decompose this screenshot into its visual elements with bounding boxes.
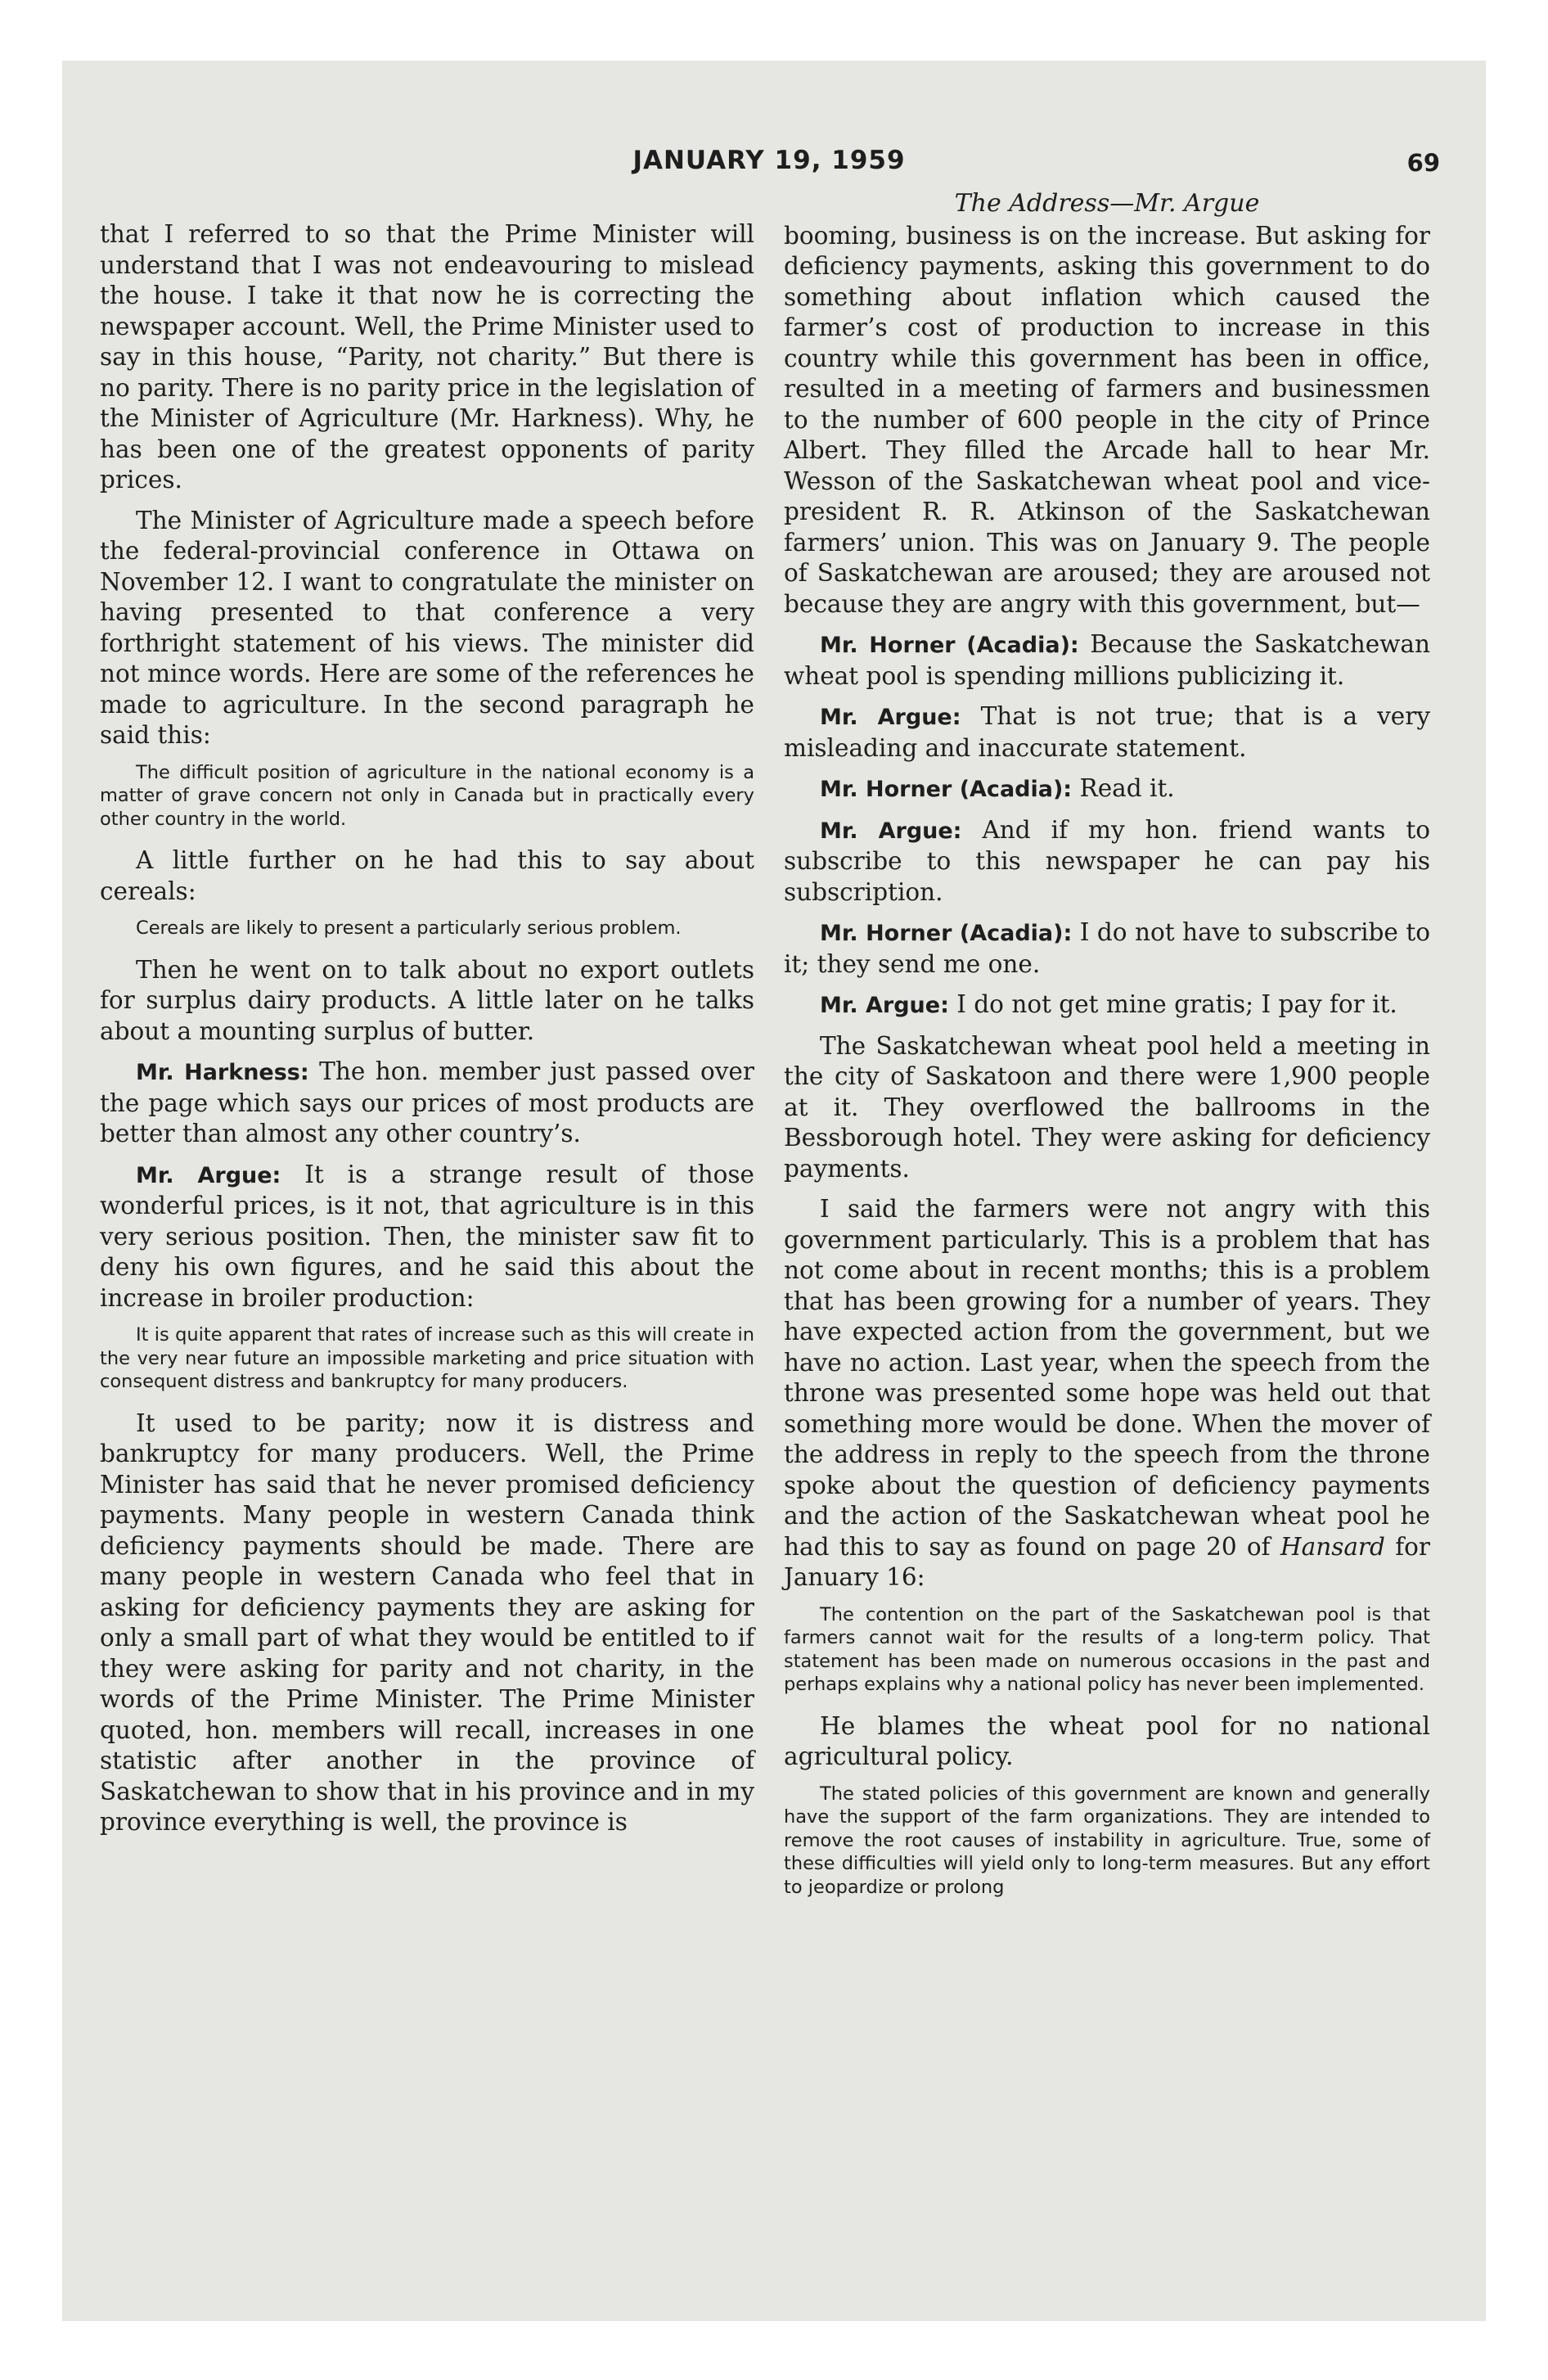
speech-text: The hon. member just passed over the page which says our prices of most products are better than almost any other country’s. xyxy=(100,1057,754,1147)
paragraph: that I referred to so that the Prime Minister will understand that I was not endeavouring to mislead the house. I take it that now he is correcting the newspaper account. Well, the Prime Minister used to say in this house, “Parity, not charity.” But there is no parity. There is no parity price in the legislation of the Minister of Agriculture (Mr. Harkness). Why, he has been one of the greatest opponents of parity prices. xyxy=(100,220,754,494)
quotation: Cereals are likely to present a particularly serious problem. xyxy=(136,917,682,939)
quotation: The difficult position of agriculture in the national economy is a matter of grave concern not only in Canada but in practically every other country in the world. xyxy=(100,761,754,830)
speech-paragraph xyxy=(784,815,1430,908)
speech-text: Read it. xyxy=(1079,774,1175,802)
speaker-name: Mr. Argue: xyxy=(136,1162,281,1188)
speech-paragraph xyxy=(784,773,1430,805)
paragraph: The Minister of Agriculture made a speech before the federal-provincial conference in Ottawa on November 12. I want to congratulate the minister on having presented to that conference a very forthright statement of his views. The minister did not mince words. Here are some of the references he made to agriculture. In the second paragraph he said this: xyxy=(100,506,754,749)
paragraph-text: I said the farmers were not angry with this government particularly. This is a problem that has not come about in recent months; this is a problem that has been growing for a number of years. They have expected action from the government, but we have no action. Last year, when the speech from the throne was presented some hope was held out that something more would be done. When the mover of the address in reply to the speech from the throne spoke about the question of deficiency payments and the action of the Saskatchewan wheat pool he had this to say as found on page 20 of xyxy=(784,1195,1430,1561)
paragraph: Then he went on to talk about no export outlets for surplus dairy products. A little later on he talks about a mounting surplus of butter. xyxy=(100,955,754,1045)
speech-paragraph xyxy=(784,701,1430,764)
page-header xyxy=(98,146,1440,187)
speaker-name: Mr. Horner (Acadia): xyxy=(820,921,1073,946)
speech-paragraph xyxy=(784,917,1430,980)
speaker-name: Mr. Argue: xyxy=(820,993,949,1018)
speech-text: I do not get mine gratis; I pay for it. xyxy=(956,990,1397,1018)
running-head: The Address—Mr. Argue xyxy=(954,189,1260,218)
paragraph xyxy=(784,1194,1430,1593)
quotation: The contention on the part of the Saskatchewan pool is that farmers cannot wait for the results of a long-term policy. That statement has been made on numerous occasions in the past and perhaps explains why a national policy has never been implemented. xyxy=(784,1603,1430,1695)
paragraph-text: for January 16: xyxy=(784,1532,1430,1591)
speaker-name: Mr. Horner (Acadia): xyxy=(820,777,1073,802)
quotation: It is quite apparent that rates of increase such as this will create in the very near future an impossible marketing and price situation with consequent distress and bankruptcy for many producers. xyxy=(100,1324,754,1392)
speaker-name: Mr. Argue: xyxy=(820,818,962,844)
speech-paragraph xyxy=(784,629,1430,692)
quotation: The stated policies of this government are known and generally have the support of the farm organizations. They are intended to remove the root causes of instability in agriculture. True, some of these difficulties will yield only to long-term measures. But any effort to jeopardize or prolong xyxy=(784,1783,1430,1898)
speech-text: It is a strange result of those wonderful prices, is it not, that agriculture is in this very serious position. Then, the minister saw fit to deny his own figures, and he said this about the increase in broiler production: xyxy=(100,1160,754,1312)
speech-text: And if my hon. friend wants to subscribe to this newspaper he can pay his subscription. xyxy=(784,815,1430,906)
hansard-reference: Hansard xyxy=(1280,1532,1385,1561)
paragraph: It used to be parity; now it is distress and bankruptcy for many producers. Well, the Prime Minister has said that he never promised deficiency payments. Many people in western Canada think deficiency payments should be made. There are many people in western Canada who feel that in asking for deficiency payments they are asking for only a small part of what they would be entitled to if they were asking for parity and not charity, in the words of the Prime Minister. The Prime Minister quoted, hon. members will recall, increases in one statistic after another in the province of Saskatchewan to show that in his province and in my province everything is well, the province is xyxy=(100,1409,754,1836)
speech-paragraph xyxy=(784,989,1430,1021)
speech-text: That is not true; that is a very misleading and inaccurate statement. xyxy=(784,702,1430,762)
speech-text: I do not have to subscribe to it; they send me one. xyxy=(784,918,1430,978)
paragraph: booming, business is on the increase. But asking for deficiency payments, asking this government to do something about inflation which caused the farmer’s cost of production to increase in this country while this government has been in office, resulted in a meeting of farmers and businessmen to the number of 600 people in the city of Prince Albert. They filled the Arcade hall to hear Mr. Wesson of the Saskatchewan wheat pool and vice-president R. R. Atkinson of the Saskatchewan farmers’ union. This was on January 9. The people of Saskatchewan are aroused; they are aroused not because they are angry with this government, but— xyxy=(784,221,1430,618)
speech-text: Because the Saskatchewan wheat pool is spending millions publicizing it. xyxy=(784,630,1430,690)
speaker-name: Mr. Horner (Acadia): xyxy=(820,633,1079,658)
right-column xyxy=(784,189,1430,1913)
speaker-name: Mr. Argue: xyxy=(820,705,961,730)
speech-paragraph xyxy=(100,1160,754,1314)
paragraph: He blames the wheat pool for no national agricultural policy. xyxy=(784,1711,1430,1770)
left-column xyxy=(100,219,754,1848)
page-date: JANUARY 19, 1959 xyxy=(632,146,906,175)
paragraph: The Saskatchewan wheat pool held a meeting in the city of Saskatoon and there were 1,900 people at it. They overflowed the ballrooms in the Bessborough hotel. They were asking for deficiency payments. xyxy=(784,1031,1430,1183)
page-number: 69 xyxy=(1406,149,1440,177)
speaker-name: Mr. Harkness: xyxy=(136,1060,309,1085)
speech-paragraph xyxy=(100,1057,754,1150)
paragraph: A little further on he had this to say about cereals: xyxy=(100,846,754,905)
